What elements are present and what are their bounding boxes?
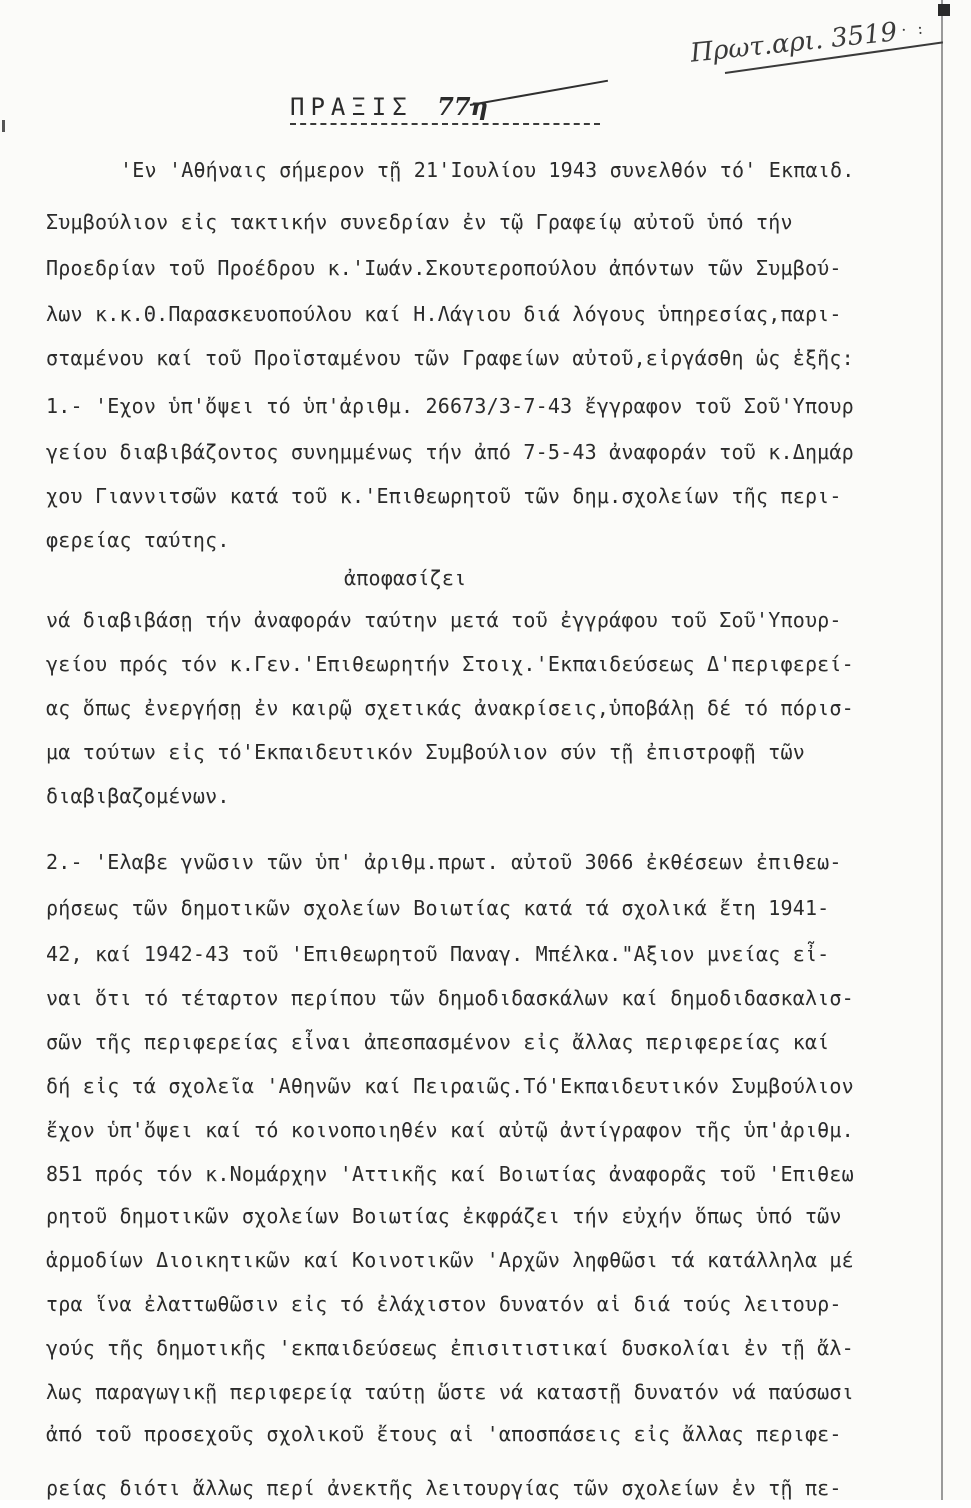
- text-line: δή εἰς τά σχολεῖα 'Αθηνῶν καί Πειραιῶς.Τό'Εκπαιδευτικόν Συμβούλιον: [46, 1074, 854, 1098]
- text-line: σῶν τῆς περιφερείας εἶναι ἀπεσπασμένον εἰς ἄλλας περιφερείας καί: [46, 1030, 830, 1054]
- text-line: ἀπό τοῦ προσεχοῦς σχολικοῦ ἔτους αἱ 'αποσπάσεις εἰς ἄλλας περιφε-: [46, 1422, 842, 1446]
- text-line: τρα ἵνα ἐλαττωθῶσιν εἰς τό ἐλάχιστον δυνατόν αἱ διά τούς λειτουρ-: [46, 1292, 842, 1316]
- text-line: γείου πρός τόν κ.Γεν.'Επιθεωρητήν Στοιχ.'Εκπαιδεύσεως Δ'περιφερεί-: [46, 652, 854, 676]
- text-line: ναι ὅτι τό τέταρτον περίπου τῶν δημοδιδασκάλων καί δημοδιδασκαλισ-: [46, 986, 854, 1010]
- corner-mark: [938, 4, 950, 16]
- text-line: 851 πρός τόν κ.Νομάρχην 'Αττικῆς καί Βοιωτίας ἀναφορᾶς τοῦ 'Επιθεω: [46, 1162, 854, 1186]
- text-line: σταμένου καί τοῦ Προϊσταμένου τῶν Γραφείων αὐτοῦ,εἰργάσθη ὡς ἑξῆς:: [46, 346, 854, 370]
- hole-punch-mark: [2, 120, 5, 132]
- text-line: ἁρμοδίων Διοικητικῶν καί Κοινοτικῶν 'Αρχῶν ληφθῶσι τά κατάλληλα μέ: [46, 1248, 854, 1272]
- text-line: ἔχον ὑπ'ὄψει καί τό κοινοποιηθέν καί αὐτῷ ἀντίγραφον τῆς ὑπ'ἀριθμ.: [46, 1118, 854, 1142]
- note-dots: · :: [900, 18, 927, 40]
- text-line: διαβιβαζομένων.: [46, 784, 230, 808]
- text-line: γούς τῆς δημοτικῆς 'εκπαιδεύσεως ἐπισιτιστικαί δυσκολίαι ἐν τῇ ἄλ-: [46, 1336, 854, 1360]
- text-line: γείου διαβιβάζοντος συνημμένως τήν ἀπό 7-5-43 ἀναφοράν τοῦ κ.Δημάρ: [46, 440, 854, 464]
- handwritten-protocol-note: [689, 17, 927, 69]
- text-line: μα τούτων εἰς τό'Εκπαιδευτικόν Συμβούλιον σύν τῇ ἐπιστροφῇ τῶν: [46, 740, 805, 764]
- text-line: ρητοῦ δημοτικῶν σχολείων Βοιωτίας ἐκφράζει τήν εὐχήν ὅπως ὑπό τῶν: [46, 1204, 842, 1228]
- decision-keyword: ἀποφασίζει: [344, 566, 467, 590]
- text-line: χου Γιαννιτσῶν κατά τοῦ κ.'Επιθεωρητοῦ τῶν δημ.σχολείων τῆς περι-: [46, 484, 842, 508]
- text-line: λως παραγωγικῇ περιφερείᾳ ταύτῃ ὥστε νά καταστῇ δυνατόν νά παύσωσι: [46, 1380, 854, 1404]
- page-edge-line: [941, 0, 943, 1500]
- protocol-note-text: Πρωτ.αρι. 3519: [689, 17, 899, 69]
- heading-title: ΠΡΑΞΙΣ: [290, 93, 413, 121]
- text-line: ρήσεως τῶν δημοτικῶν σχολείων Βοιωτίας κατά τά σχολικά ἔτη 1941-: [46, 896, 830, 920]
- heading-underline: [290, 123, 600, 125]
- text-line: Συμβούλιον εἰς τακτικήν συνεδρίαν ἐν τῷ Γραφείῳ αὐτοῦ ὑπό τήν: [46, 210, 793, 234]
- heading-number: 77η: [437, 92, 489, 121]
- text-line: ας ὅπως ἐνεργήσῃ ἐν καιρῷ σχετικάς ἀνακρίσεις,ὑποβάλῃ δέ τό πόρισ-: [46, 696, 854, 720]
- page-heading: [290, 92, 620, 125]
- text-line: λων κ.κ.Θ.Παρασκευοπούλου καί Η.Λάγιου διά λόγους ὑπηρεσίας,παρι-: [46, 302, 842, 326]
- text-line: 'Εν 'Αθήναις σήμερον τῇ 21'Ιουλίου 1943 συνελθόν τό' Εκπαιδ.: [120, 158, 855, 182]
- text-line: 42, καί 1942-43 τοῦ 'Επιθεωρητοῦ Παναγ. Μπέλκα."Αξιον μνείας εἶ-: [46, 942, 830, 966]
- text-line: ρείας διότι ἄλλως περί ἀνεκτῆς λειτουργίας τῶν σχολείων ἐν τῇ πε-: [46, 1476, 842, 1500]
- text-line: νά διαβιβάσῃ τήν ἀναφοράν ταύτην μετά τοῦ ἐγγράφου τοῦ Σοῦ'Υπουρ-: [46, 608, 842, 632]
- text-line: φερείας ταύτης.: [46, 528, 230, 552]
- text-line: 2.- 'Ελαβε γνῶσιν τῶν ὑπ' ἀριθμ.πρωτ. αὐτοῦ 3066 ἐκθέσεων ἐπιθεω-: [46, 850, 842, 874]
- text-line: 1.- 'Εχον ὑπ'ὄψει τό ὑπ'ἀριθμ. 26673/3-7-43 ἔγγραφον τοῦ Σοῦ'Υπουρ: [46, 394, 854, 418]
- text-line: Προεδρίαν τοῦ Προέδρου κ.'Ιωάν.Σκουτεροπούλου ἀπόντων τῶν Συμβού-: [46, 256, 842, 280]
